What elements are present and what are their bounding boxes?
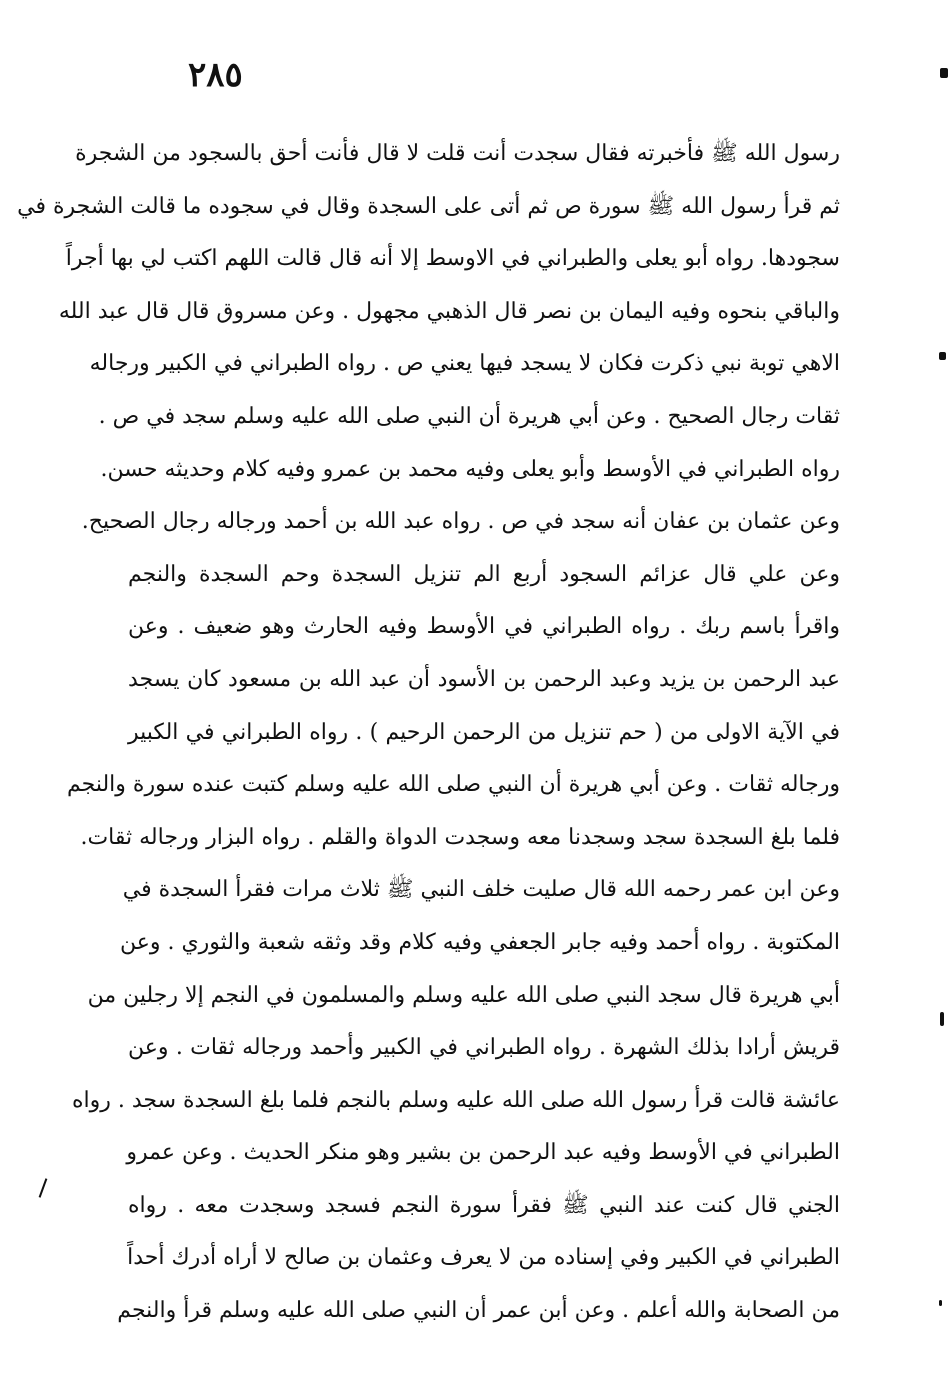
text-line: رسول الله ﷺ فأخبرته فقال سجدت أنت قلت لا قال فأنت أحق بالسجود من الشجرة bbox=[75, 141, 840, 166]
page-number: ٢٨٥ bbox=[188, 55, 243, 95]
scan-mark bbox=[940, 1012, 944, 1026]
text-line: الجني قال كنت عند النبي ﷺ فقرأ سورة النجم فسجد وسجدت معه . رواه bbox=[128, 1192, 840, 1218]
scan-mark bbox=[939, 1300, 942, 1306]
text-line: الطبراني في الكبير وفي إسناده من لا يعرف وعثمان بن صالح لا أراه أدرك أحداً bbox=[127, 1245, 840, 1271]
text-line: واقرأ باسم ربك . رواه الطبراني في الأوسط وفيه الحارث وهو ضعيف . وعن bbox=[128, 614, 840, 640]
scan-mark bbox=[939, 352, 946, 360]
text-line: ثقات رجال الصحيح . وعن أبي هريرة أن النبي صلى الله عليه وسلم سجد في ص . bbox=[98, 403, 840, 429]
text-line: عبد الرحمن بن يزيد وعبد الرحمن بن الأسود أن عبد الله بن مسعود كان يسجد bbox=[128, 666, 840, 692]
text-line: سجودها. رواه أبو يعلى والطبراني في الاوسط إلا أنه قال قالت اللهم اكتب لي بها أجراً bbox=[65, 246, 840, 272]
text-line: ورجاله ثقات . وعن أبي هريرة أن النبي صلى الله عليه وسلم كتبت عنده سورة والنجم bbox=[67, 772, 840, 798]
text-line: فلما بلغ السجدة سجد وسجدنا معه وسجدت الدواة والقلم . رواه البزار ورجاله ثقات. bbox=[80, 824, 840, 850]
text-line: قريش أرادا بذلك الشهرة . رواه الطبراني في الكبير وأحمد ورجاله ثقات . وعن bbox=[128, 1035, 840, 1061]
text-line: المكتوبة . رواه أحمد وفيه جابر الجعفي وفيه كلام وقد وثقه شعبة والثوري . وعن bbox=[119, 929, 840, 955]
text-line: عائشة قالت قرأ رسول الله صلى الله عليه وسلم بالنجم فلما بلغ السجدة سجد . رواه bbox=[71, 1087, 840, 1113]
text-line: والباقي بنحوه وفيه اليمان بن نصر قال الذهبي مجهول . وعن مسروق قال قال عبد الله bbox=[58, 298, 840, 324]
text-line: رواه الطبراني في الأوسط وأبو يعلى وفيه محمد بن عمرو وفيه كلام وحديثه حسن. bbox=[100, 456, 840, 482]
text-line: وعن عثمان بن عفان أنه سجد في ص . رواه عبد الله بن أحمد ورجاله رجال الصحيح. bbox=[81, 509, 840, 535]
text-line: أبي هريرة قال سجد النبي صلى الله عليه وسلم والمسلمون في النجم إلا رجلين من bbox=[87, 982, 840, 1008]
text-line: الطبراني في الأوسط وفيه عبد الرحمن بن بشير وهو منكر الحديث . وعن عمرو bbox=[126, 1140, 840, 1166]
text-line: وعن علي قال عزائم السجود أربع الم تنزيل السجدة وحم السجدة والنجم bbox=[128, 561, 840, 587]
text-line: من الصحابة والله أعلم . وعن أبن عمر أن النبي صلى الله عليه وسلم قرأ والنجم bbox=[117, 1298, 840, 1324]
body-text bbox=[17, 128, 840, 1338]
text-line: ثم قرأ رسول الله ﷺ سورة ص ثم أتى على السجدة وقال في سجوده ما قالت الشجرة في bbox=[17, 193, 840, 219]
text-line: في الآية الاولى من ( حم تنزيل من الرحمن الرحيم ) . رواه الطبراني في الكبير bbox=[128, 719, 840, 745]
scan-mark bbox=[39, 1178, 48, 1197]
text-line: وعن ابن عمر رحمه الله قال صليت خلف النبي ﷺ ثلاث مرات فقرأ السجدة في bbox=[122, 877, 840, 903]
scan-mark bbox=[940, 68, 948, 78]
text-line: الاهي توبة نبي ذكرت فكان لا يسجد فيها يعني ص . رواه الطبراني في الكبير ورجاله bbox=[89, 351, 840, 377]
